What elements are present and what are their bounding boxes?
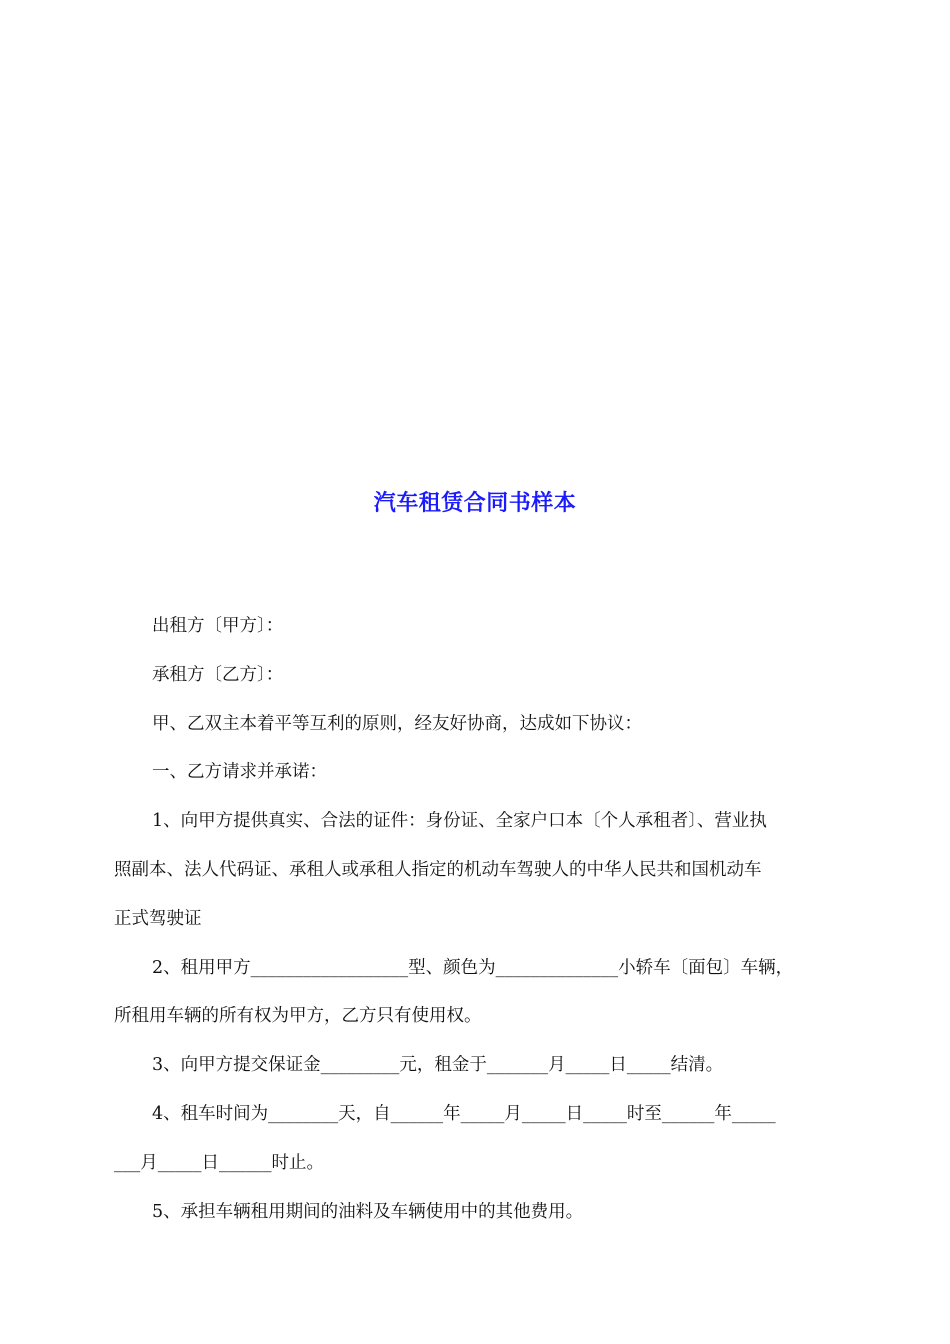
clause-1-line-3: 正式驾驶证 xyxy=(114,908,202,929)
clause-1-line-2: 照副本、法人代码证、承租人或承租人指定的机动车驾驶人的中华人民共和国机动车 xyxy=(114,859,762,880)
clause-2-line-1: 2、租用甲方__________________型、颜色为______________小轿车〔面包〕车辆， xyxy=(152,957,794,978)
clause-2-line-2: 所租用车辆的所有权为甲方，乙方只有使用权。 xyxy=(114,1006,482,1027)
clause-3: 3、向甲方提交保证金_________元，租金于_______月_____日_____结清。 xyxy=(152,1055,724,1076)
document-title: 汽车租赁合同书样本 xyxy=(373,490,577,516)
clause-4-line-2: ___月_____日______时止。 xyxy=(114,1152,324,1173)
clause-1-line-1: 1、向甲方提供真实、合法的证件：身份证、全家户口本〔个人承租者〕、营业执 xyxy=(152,811,767,832)
clause-5: 5、承担车辆租用期间的油料及车辆使用中的其他费用。 xyxy=(152,1201,584,1222)
clause-4-line-1: 4、租车时间为________天，自______年_____月_____日_____时至______年_____ xyxy=(152,1103,776,1124)
document-body xyxy=(114,602,866,1236)
section-heading-1: 一、乙方请求并承诺： xyxy=(152,762,327,783)
paragraph-lessee: 承租方〔乙方〕： xyxy=(152,664,284,685)
paragraph-lessor: 出租方〔甲方〕： xyxy=(152,616,284,636)
paragraph-agreement-intro: 甲、乙双主本着平等互利的原则，经友好协商，达成如下协议： xyxy=(152,713,642,734)
